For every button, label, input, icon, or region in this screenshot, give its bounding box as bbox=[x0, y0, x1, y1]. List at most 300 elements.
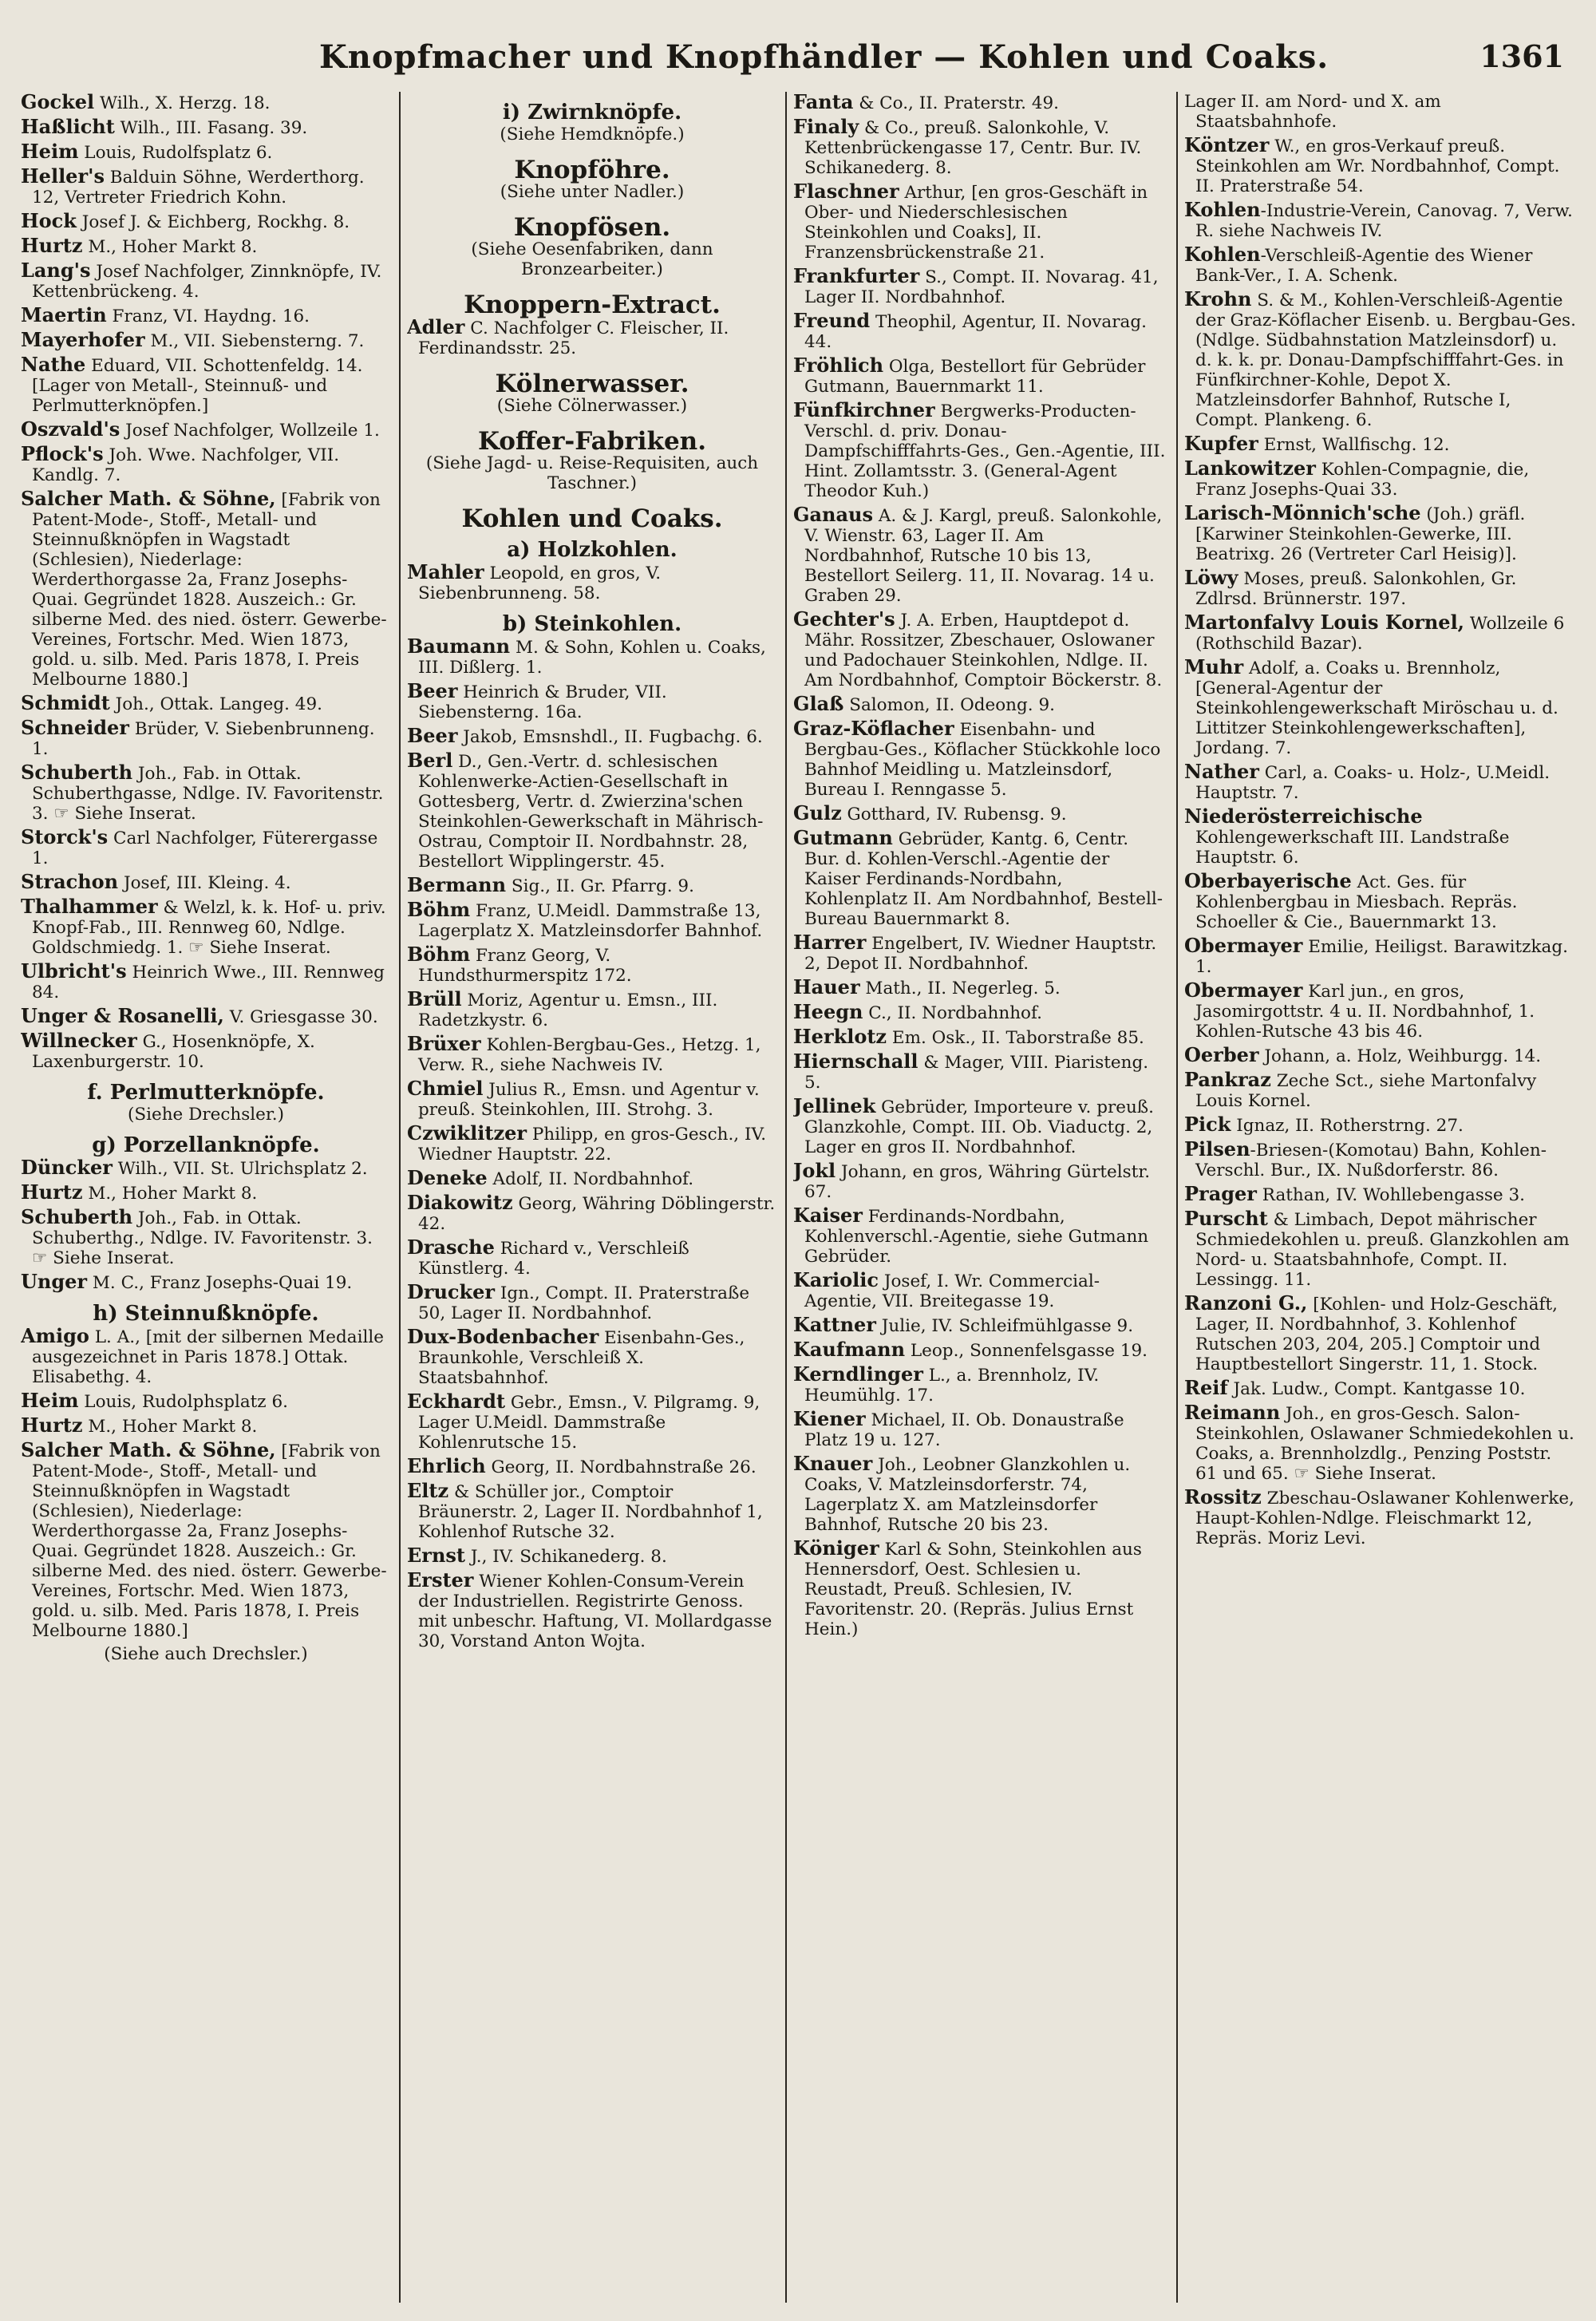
directory-entry bbox=[1184, 1184, 1577, 1205]
entry-details: Balduin Söhne, Werderthorg. 12, Vertreter Friedrich Kohn. bbox=[32, 168, 365, 208]
entry-details: -Verschleiß-Agentie des Wiener Bank-Ver., I. A. Schenk. bbox=[1195, 246, 1533, 286]
directory-entry bbox=[407, 1034, 777, 1075]
directory-entry bbox=[21, 1415, 391, 1437]
entry-name: Fanta bbox=[793, 92, 854, 113]
entry-details: M. & Sohn, Kohlen u. Coaks, III. Dißlerg. 1. bbox=[418, 638, 766, 678]
entry-name: Schuberth bbox=[21, 761, 133, 784]
category-heading: Knopföhre. bbox=[514, 156, 670, 184]
entry-name: Flaschner bbox=[793, 180, 899, 203]
directory-entry bbox=[21, 141, 391, 163]
directory-entry bbox=[793, 609, 1168, 690]
entry-details: D., Gen.-Vertr. d. schlesischen Kohlenwerke-Actien-Gesellschaft in Gottesberg, Vertr. d. Zwierzina'schen Steinkohlen-Gewerkschaft in Mährisch-Ostrau, Comptoir II. Nordbahnstr. 28, Bestellort Wipplingerstr. 45. bbox=[418, 752, 764, 872]
entry-name: Adler bbox=[407, 315, 465, 338]
entry-details: M., Hoher Markt 8. bbox=[82, 1184, 258, 1204]
directory-entry bbox=[1184, 871, 1577, 932]
entry-name: Martonfalvy Louis Kornel, bbox=[1184, 611, 1465, 634]
entry-name: Nathe bbox=[21, 353, 86, 376]
entry-name: Unger & Rosanelli, bbox=[21, 1004, 224, 1027]
cross-reference: (Siehe Jagd- u. Reise-Requisiten, auch Taschner.) bbox=[425, 453, 759, 493]
entry-details: Karl jun., en gros, Jasomirgottstr. 4 u. II. Nordbahnhof, 1. Kohlen-Rutsche 43 bis 46. bbox=[1195, 982, 1535, 1042]
entry-name: Rossitz bbox=[1184, 1485, 1262, 1508]
entry-details: Engelbert, IV. Wiedner Hauptstr. 2, Depot II. Nordbahnhof. bbox=[804, 934, 1157, 974]
entry-name: Kariolic bbox=[793, 1268, 879, 1291]
entry-name: Kiener bbox=[793, 1407, 866, 1430]
directory-entry bbox=[793, 92, 1168, 113]
directory-entry bbox=[407, 1545, 777, 1567]
entry-details: L., a. Brennholz, IV. Heumühlg. 17. bbox=[804, 1366, 1100, 1406]
entry-name: Reif bbox=[1184, 1376, 1228, 1399]
entry-details: Leopold, en gros, V. Siebenbrunneng. 58. bbox=[418, 563, 662, 603]
directory-entry bbox=[793, 1160, 1168, 1202]
directory-entry bbox=[793, 1026, 1168, 1048]
entry-details: J., IV. Schikanederg. 8. bbox=[464, 1547, 667, 1567]
entry-details: Ernst, Wallfischg. 12. bbox=[1258, 435, 1450, 455]
directory-entry bbox=[407, 681, 777, 722]
column-4 bbox=[1184, 92, 1577, 2303]
entry-details: Gebrüder, Kantg. 6, Centr. Bur. d. Kohlen-Verschl.-Agentie der Kaiser Ferdinands-Nordbahn, Kohlenplatz II. Am Nordbahnhof, Bestell-Bureau Bauernmarkt 8. bbox=[804, 829, 1163, 929]
entry-details: Kohlen-Bergbau-Ges., Hetzg. 1, Verw. R., siehe Nachweis IV. bbox=[418, 1035, 761, 1075]
entry-name: Oerber bbox=[1184, 1043, 1259, 1066]
entry-details: Philipp, en gros-Gesch., IV. Wiedner Hauptstr. 22. bbox=[418, 1125, 767, 1164]
entry-details: Rathan, IV. Wohllebengasse 3. bbox=[1256, 1185, 1525, 1205]
directory-entry bbox=[407, 636, 777, 678]
directory-entry bbox=[793, 1270, 1168, 1311]
entry-details: Johann, en gros, Währing Gürtelstr. 67. bbox=[804, 1162, 1151, 1202]
running-title: Knopfmacher und Knopfhändler — Kohlen und Coaks. bbox=[319, 38, 1329, 76]
entry-details: M., Hoher Markt 8. bbox=[82, 1417, 258, 1437]
entry-name: Baumann bbox=[407, 635, 511, 658]
entry-details: A. & J. Kargl, preuß. Salonkohle, V. Wienstr. 63, Lager II. Am Nordbahnhof, Rutsche 10 bis 13, Bestellort Seilerg. 11, II. Novarag. 14 u. Graben 29. bbox=[804, 506, 1163, 606]
entry-name: Thalhammer bbox=[21, 895, 158, 918]
entry-details: Joh., Ottak. Langeg. 49. bbox=[109, 694, 323, 714]
directory-entry bbox=[21, 488, 391, 690]
entry-details: Eisenbahn-Ges., Braunkohle, Verschleiß X. Staatsbahnhof. bbox=[418, 1328, 745, 1388]
entry-details: Georg, Währing Döblingerstr. 42. bbox=[418, 1194, 776, 1234]
entry-details: Eisenbahn- und Bergbau-Ges., Köflacher Stückkohle loco Bahnhof Meidling u. Matzleinsdorf, Bureau I. Renngasse 5. bbox=[804, 720, 1161, 800]
entry-details: S., Compt. II. Novarag. 41, Lager II. Nordbahnhof. bbox=[804, 267, 1159, 307]
directory-entry bbox=[21, 1006, 391, 1027]
entry-name: Prager bbox=[1184, 1182, 1257, 1205]
category-heading: Knoppern-Extract. bbox=[464, 291, 721, 319]
entry-details: [Kohlen- und Holz-Geschäft, Lager, II. Nordbahnhof, 3. Kohlenhof Rutschen 203, 204, 205.] Comptoir und Hauptbestellort Singerstr. 11, 1. Stock. bbox=[1195, 1295, 1558, 1374]
directory-entry bbox=[793, 400, 1168, 501]
entry-name: Salcher Math. & Söhne, bbox=[21, 1438, 276, 1461]
entry-name: Finaly bbox=[793, 115, 859, 138]
entry-name: Knauer bbox=[793, 1452, 873, 1475]
entry-name: Hock bbox=[21, 209, 77, 232]
directory-entry bbox=[1184, 200, 1577, 241]
subcategory-heading: b) Steinkohlen. bbox=[502, 612, 682, 636]
entry-details: Joh., Fab. in Ottak. Schuberthg., Ndlge. IV. Favoritenstr. 3. ☞ Siehe Inserat. bbox=[32, 1208, 373, 1268]
entry-details: Gotthard, IV. Rubensg. 9. bbox=[841, 805, 1067, 824]
entry-details: Joh., en gros-Gesch. Salon-Steinkohlen, Oslawaner Schmiedekohlen u. Coaks, a. Brennholzdlg., Penzing Poststr. 61 und 65. ☞ Siehe Inserat. bbox=[1195, 1404, 1574, 1484]
directory-entry bbox=[1184, 289, 1577, 430]
directory-entry bbox=[21, 354, 391, 416]
page-number: 1361 bbox=[1479, 38, 1564, 74]
cross-reference: (Siehe Hemdknöpfe.) bbox=[500, 125, 685, 144]
entry-details: Louis, Rudolphsplatz 6. bbox=[78, 1392, 288, 1412]
directory-entry bbox=[1184, 657, 1577, 758]
entry-name: Larisch-Mönnich'sche bbox=[1184, 501, 1421, 524]
entry-name: Ehrlich bbox=[407, 1454, 486, 1477]
directory-entry bbox=[407, 900, 777, 941]
directory-entry bbox=[21, 762, 391, 824]
column-divider bbox=[1176, 92, 1178, 2303]
entry-name: Hauer bbox=[793, 975, 860, 998]
directory-entry bbox=[1184, 1402, 1577, 1484]
directory-columns bbox=[21, 92, 1577, 2303]
entry-name: Lankowitzer bbox=[1184, 457, 1316, 480]
entry-details: Johann, a. Holz, Weihburgg. 14. bbox=[1258, 1046, 1542, 1066]
category-heading: Koffer-Fabriken. bbox=[477, 427, 707, 456]
subcategory-heading: f. Perlmutterknöpfe. bbox=[87, 1081, 325, 1105]
entry-name: Reimann bbox=[1184, 1401, 1281, 1424]
directory-entry bbox=[1184, 806, 1577, 868]
entry-name: Hurtz bbox=[21, 234, 83, 257]
entry-name: Purscht bbox=[1184, 1207, 1268, 1230]
directory-entry bbox=[407, 989, 777, 1030]
entry-details: Math., II. Negerleg. 5. bbox=[859, 979, 1061, 998]
entry-name: Gockel bbox=[21, 92, 95, 113]
directory-entry bbox=[21, 1182, 391, 1204]
entry-details: Act. Ges. für Kohlenbergbau in Miesbach. Repräs. Schoeller & Cie., Bauernmarkt 13. bbox=[1195, 872, 1518, 932]
directory-entry bbox=[21, 330, 391, 351]
entry-name: Maertin bbox=[21, 303, 107, 326]
directory-entry bbox=[793, 1409, 1168, 1450]
entry-name: Oberbayerische bbox=[1184, 869, 1352, 892]
directory-entry bbox=[21, 1390, 391, 1412]
entry-name: Haßlicht bbox=[21, 115, 115, 138]
directory-entry bbox=[21, 117, 391, 138]
entry-details: Emilie, Heiligst. Barawitzkag. 1. bbox=[1195, 937, 1568, 977]
entry-details: Joh. Wwe. Nachfolger, VII. Kandlg. 7. bbox=[32, 445, 340, 485]
directory-entry bbox=[793, 1339, 1168, 1361]
directory-entry bbox=[1184, 1378, 1577, 1399]
entry-details: [Fabrik von Patent-Mode-, Stoff-, Metall- und Steinnußknöpfen in Wagstadt (Schlesien), Niederlage: Werderthorgasse 2a, Franz Josephs-Quai. Gegründet 1828. Auszeich.: Gr. silberne Med. des nied. österr. Gewerbe-Vereines, Fortschr. Med. Wien 1873, gold. u. silb. Med. Paris 1878, I. Preis Melbourne 1880.] bbox=[32, 1441, 387, 1641]
entry-details: V. Griesgasse 30. bbox=[223, 1007, 378, 1027]
directory-entry bbox=[793, 1205, 1168, 1267]
directory-entry bbox=[407, 1391, 777, 1453]
entry-name: Heim bbox=[21, 1389, 79, 1412]
cross-reference: (Siehe auch Drechsler.) bbox=[104, 1644, 308, 1664]
entry-name: Schneider bbox=[21, 716, 129, 739]
directory-entry bbox=[407, 1192, 777, 1234]
entry-details: & Welzl, k. k. Hof- u. priv. Knopf-Fab., III. Rennweg 60, Ndlge. Goldschmiedg. 1. ☞ Siehe Inserat. bbox=[32, 898, 386, 958]
entry-name: Amigo bbox=[21, 1324, 89, 1347]
entry-name: Königer bbox=[793, 1536, 879, 1560]
entry-name: Kohlen bbox=[1184, 198, 1261, 221]
directory-entry bbox=[1184, 1208, 1577, 1290]
directory-entry bbox=[407, 875, 777, 896]
directory-entry bbox=[407, 944, 777, 986]
entry-details: Wilh., X. Herzg. 18. bbox=[94, 93, 271, 113]
entry-name: Krohn bbox=[1184, 287, 1252, 310]
directory-entry bbox=[1184, 1045, 1577, 1066]
entry-name: Mayerhofer bbox=[21, 328, 145, 351]
entry-details: C. Nachfolger C. Fleischer, II. Ferdinandsstr. 25. bbox=[418, 318, 729, 358]
entry-name: Fünfkirchner bbox=[793, 398, 935, 421]
entry-name: Ranzoni G., bbox=[1184, 1291, 1308, 1315]
entry-name: Unger bbox=[21, 1270, 88, 1293]
column-divider bbox=[785, 92, 787, 2303]
entry-details: L. A., [mit der silbernen Medaille ausgezeichnet in Paris 1878.] Ottak. Elisabethg. 4. bbox=[32, 1327, 384, 1387]
directory-entry bbox=[407, 1282, 777, 1323]
entry-details: Joh., Fab. in Ottak. Schuberthgasse, Ndlge. IV. Favoritenstr. 3. ☞ Siehe Inserat. bbox=[32, 764, 384, 824]
entry-details: Bergwerks-Producten-Verschl. d. priv. Donau-Dampfschifffahrts-Ges., Gen.-Agentie, III. Hint. Zollamtsstr. 3. (General-Agent Theodor Kuh.) bbox=[804, 401, 1166, 501]
directory-entry bbox=[407, 1456, 777, 1477]
entry-details: Julius R., Emsn. und Agentur v. preuß. Steinkohlen, III. Strohg. 3. bbox=[418, 1080, 760, 1120]
entry-name: Bermann bbox=[407, 873, 507, 896]
entry-name: Lang's bbox=[21, 259, 91, 282]
entry-details: Eduard, VII. Schottenfeldg. 14. [Lager von Metall-, Steinnuß- und Perlmutterknöpfen.] bbox=[32, 356, 363, 416]
entry-name: Diakowitz bbox=[407, 1191, 513, 1214]
directory-entry bbox=[793, 504, 1168, 606]
entry-name: Beer bbox=[407, 679, 458, 702]
entry-name: Nather bbox=[1184, 760, 1259, 783]
entry-name: Glaß bbox=[793, 692, 844, 715]
entry-details: W., en gros-Verkauf preuß. Steinkohlen am Wr. Nordbahnhof, Compt. II. Praterstraße 54. bbox=[1195, 136, 1560, 196]
category-heading: Knopfösen. bbox=[513, 213, 671, 242]
entry-details: Olga, Bestellort für Gebrüder Gutmann, Bauernmarkt 11. bbox=[804, 357, 1146, 397]
entry-details: Leop., Sonnenfelsgasse 19. bbox=[905, 1341, 1148, 1361]
entry-details: M. C., Franz Josephs-Quai 19. bbox=[87, 1273, 353, 1293]
entry-details: Wollzeile 6 (Rothschild Bazar). bbox=[1195, 614, 1565, 654]
entry-name: Düncker bbox=[21, 1156, 113, 1179]
directory-entry bbox=[21, 260, 391, 302]
entry-name: Frankfurter bbox=[793, 264, 920, 287]
directory-entry bbox=[793, 1364, 1168, 1406]
entry-details: (Joh.) gräfl. [Karwiner Steinkohlen-Gewerke, III. Beatrixg. 26 (Vertreter Carl Heisig)]. bbox=[1195, 504, 1526, 564]
directory-entry bbox=[1184, 503, 1577, 564]
directory-entry bbox=[21, 693, 391, 714]
entry-name: Pflock's bbox=[21, 442, 104, 465]
directory-entry bbox=[21, 211, 391, 232]
entry-name: Storck's bbox=[21, 825, 109, 848]
directory-entry bbox=[21, 444, 391, 485]
directory-entry bbox=[793, 828, 1168, 929]
entry-details: Moriz, Agentur u. Emsn., III. Radetzkystr. 6. bbox=[418, 990, 718, 1030]
directory-entry bbox=[21, 305, 391, 326]
entry-details: Joh., Leobner Glanzkohlen u. Coaks, V. Matzleinsdorferstr. 74, Lagerplatz X. am Matzleinsdorfer Bahnhof, Rutsche 20 bis 23. bbox=[804, 1455, 1131, 1535]
entry-details: C., II. Nordbahnhof. bbox=[863, 1003, 1043, 1023]
directory-entry bbox=[793, 977, 1168, 998]
directory-entry bbox=[1184, 244, 1577, 286]
cross-reference: (Siehe Oesenfabriken, dann Bronzearbeiter.) bbox=[471, 239, 713, 279]
entry-name: Strachon bbox=[21, 870, 119, 893]
entry-details: Salomon, II. Odeong. 9. bbox=[843, 695, 1055, 715]
entry-details: G., Hosenknöpfe, X. Laxenburgerstr. 10. bbox=[32, 1032, 315, 1072]
entry-details: Heinrich & Bruder, VII. Siebensterng. 16a. bbox=[418, 682, 667, 722]
entry-name: Chmiel bbox=[407, 1077, 484, 1100]
entry-details: Gebr., Emsn., V. Pilgramg. 9, Lager U.Meidl. Dammstraße Kohlenrutsche 15. bbox=[418, 1393, 760, 1453]
cross-reference: (Siehe Drechsler.) bbox=[127, 1105, 285, 1125]
entry-name: Niederösterreichische bbox=[1184, 805, 1423, 828]
directory-entry bbox=[21, 1271, 391, 1293]
entry-details: Richard v., Verschleiß Künstlerg. 4. bbox=[418, 1239, 689, 1279]
entry-name: Pankraz bbox=[1184, 1068, 1271, 1091]
column-1 bbox=[21, 92, 391, 2303]
directory-entry bbox=[407, 1570, 777, 1651]
entry-details: Carl Nachfolger, Füterergasse 1. bbox=[32, 828, 378, 868]
entry-name: Gutmann bbox=[793, 826, 893, 849]
entry-name: Brüll bbox=[407, 987, 462, 1010]
directory-entry bbox=[21, 1326, 391, 1387]
entry-details: Ignaz, II. Rotherstrng. 27. bbox=[1231, 1116, 1464, 1136]
directory-entry bbox=[407, 1168, 777, 1189]
entry-name: Obermayer bbox=[1184, 979, 1303, 1002]
entry-name: Obermayer bbox=[1184, 934, 1303, 957]
entry-details: Wilh., III. Fasang. 39. bbox=[114, 118, 308, 138]
entry-details: Heinrich Wwe., III. Rennweg 84. bbox=[32, 963, 385, 1002]
entry-details: M., Hoher Markt 8. bbox=[82, 237, 258, 257]
entry-details: Julie, IV. Schleifmühlgasse 9. bbox=[875, 1316, 1134, 1336]
directory-entry bbox=[793, 266, 1168, 307]
entry-details: Zbeschau-Oslawaner Kohlenwerke, Haupt-Kohlen-Ndlge. Fleischmarkt 12, Repräs. Moriz Levi. bbox=[1195, 1489, 1574, 1548]
entry-details: Michael, II. Ob. Donaustraße Platz 19 u. 127. bbox=[804, 1410, 1124, 1450]
entry-name: Schuberth bbox=[21, 1205, 133, 1228]
entry-details: Brüder, V. Siebenbrunneng. 1. bbox=[32, 719, 375, 759]
entry-details: Carl, a. Coaks- u. Holz-, U.Meidl. Hauptstr. 7. bbox=[1195, 763, 1551, 803]
directory-entry bbox=[1184, 980, 1577, 1042]
directory-entry bbox=[21, 718, 391, 759]
entry-details: Wilh., VII. St. Ulrichsplatz 2. bbox=[112, 1159, 368, 1179]
entry-name: Hurtz bbox=[21, 1414, 83, 1437]
entry-name: Hiernschall bbox=[793, 1050, 918, 1073]
directory-entry bbox=[21, 419, 391, 441]
entry-details: & Schüller jor., Comptoir Bräunerstr. 2, Lager II. Nordbahnhof 1, Kohlenhof Rutsche 32. bbox=[418, 1482, 763, 1542]
entry-details: Adolf, a. Coaks u. Brennholz, [General-Agentur der Steinkohlengewerkschaft Miröschau u. d. Littitzer Steinkohlengewerkschaften], Jordang. 7. bbox=[1195, 658, 1558, 758]
entry-name: Freund bbox=[793, 309, 871, 332]
entry-name: Böhm bbox=[407, 943, 471, 966]
entry-name: Hurtz bbox=[21, 1180, 83, 1204]
entry-name: Löwy bbox=[1184, 566, 1238, 589]
entry-details: Franz, VI. Haydng. 16. bbox=[106, 306, 310, 326]
entry-name: Beer bbox=[407, 724, 458, 747]
entry-details: J. A. Erben, Hauptdepot d. Mähr. Rossitzer, Zbeschauer, Oslowaner und Padochauer Steinkohlen, Ndlge. II. Am Nordbahnhof, Comptoir Böckerstr. 8. bbox=[804, 611, 1163, 690]
entry-name: Kohlen bbox=[1184, 243, 1261, 266]
directory-entry bbox=[793, 1453, 1168, 1535]
directory-entry bbox=[793, 803, 1168, 824]
entry-name: Fröhlich bbox=[793, 354, 884, 377]
entry-details: [Fabrik von Patent-Mode-, Stoff-, Metall- und Steinnußknöpfen in Wagstadt (Schlesien), Niederlage: Werderthorgasse 2a, Franz Josephs-Quai. Gegründet 1828. Auszeich.: Gr. silberne Med. des nied. österr. Gewerbe-Vereines, Fortschr. Med. Wien 1873, gold. u. silb. Med. Paris 1878, I. Preis Melbourne 1880.] bbox=[32, 490, 387, 690]
page-header bbox=[0, 34, 1596, 89]
directory-entry bbox=[793, 1315, 1168, 1336]
directory-entry bbox=[1184, 935, 1577, 977]
directory-entry bbox=[1184, 761, 1577, 803]
entry-name: Jellinek bbox=[793, 1094, 876, 1117]
directory-entry bbox=[21, 896, 391, 958]
entry-details: Josef Nachfolger, Zinnknöpfe, IV. Kettenbrückeng. 4. bbox=[32, 262, 382, 302]
entry-details: Arthur, [en gros-Geschäft in Ober- und Niederschlesischen Steinkohlen und Coaks], II. Franzensbrückenstraße 21. bbox=[804, 183, 1148, 263]
subcategory-heading: i) Zwirnknöpfe. bbox=[502, 101, 682, 125]
entry-details: Sig., II. Gr. Pfarrg. 9. bbox=[506, 876, 694, 896]
subcategory-heading: a) Holzkohlen. bbox=[507, 538, 678, 562]
entry-details: Jakob, Emsnshdl., II. Fugbachg. 6. bbox=[457, 727, 763, 747]
entry-details: Josef, I. Wr. Commercial-Agentie, VII. Breitegasse 19. bbox=[804, 1271, 1100, 1311]
directory-entry bbox=[1184, 1487, 1577, 1548]
entry-name: Harrer bbox=[793, 931, 867, 954]
entry-name: Eltz bbox=[407, 1479, 449, 1502]
entry-details: M., VII. Siebensterng. 7. bbox=[144, 331, 365, 351]
entry-details: Moses, preuß. Salonkohlen, Gr. Zdlrsd. Brünnerstr. 197. bbox=[1195, 569, 1517, 609]
directory-entry bbox=[407, 750, 777, 872]
directory-entry bbox=[793, 1051, 1168, 1093]
entry-name: Drucker bbox=[407, 1280, 496, 1303]
entry-name: Kupfer bbox=[1184, 432, 1258, 455]
entry-name: Willnecker bbox=[21, 1029, 137, 1052]
entry-name: Mahler bbox=[407, 560, 484, 583]
entry-name: Ganaus bbox=[793, 503, 874, 526]
category-heading: Kölnerwasser. bbox=[495, 370, 689, 398]
entry-name: Drasche bbox=[407, 1236, 495, 1259]
directory-entry bbox=[1184, 1293, 1577, 1374]
directory-entry bbox=[793, 1538, 1168, 1639]
column-2 bbox=[407, 92, 777, 2303]
entry-details: Jak. Ludw., Compt. Kantgasse 10. bbox=[1227, 1379, 1526, 1399]
entry-name: Oszvald's bbox=[21, 417, 120, 441]
directory-entry bbox=[407, 1327, 777, 1388]
entry-details: -Briesen-(Komotau) Bahn, Kohlen-Verschl. Bur., IX. Nußdorferstr. 86. bbox=[1195, 1141, 1547, 1180]
column-3 bbox=[793, 92, 1168, 2303]
entry-name: Gulz bbox=[793, 801, 842, 824]
directory-entry bbox=[21, 1440, 391, 1641]
entry-name: Eckhardt bbox=[407, 1390, 506, 1413]
entry-details: Wiener Kohlen-Consum-Verein der Industriellen. Registrirte Genoss. mit unbeschr. Haftung, VI. Mollardgasse 30, Vorstand Anton Wojta. bbox=[418, 1572, 772, 1651]
entry-details: Kohlen-Compagnie, die, Franz Josephs-Quai 33. bbox=[1195, 460, 1530, 500]
directory-entry bbox=[407, 1123, 777, 1164]
entry-name: Heller's bbox=[21, 164, 105, 188]
entry-name: Heim bbox=[21, 140, 79, 163]
entry-details: Zeche Sct., siehe Martonfalvy Louis Kornel. bbox=[1195, 1071, 1537, 1111]
entry-details: Franz Georg, V. Hundsthurmerspitz 172. bbox=[418, 946, 632, 986]
entry-details: -Industrie-Verein, Canovag. 7, Verw. R. siehe Nachweis IV. bbox=[1195, 201, 1573, 241]
entry-details: Ferdinands-Nordbahn, Kohlenverschl.-Agentie, siehe Gutmann Gebrüder. bbox=[804, 1207, 1149, 1267]
entry-name: Czwiklitzer bbox=[407, 1121, 527, 1145]
entry-details: Ign., Compt. II. Praterstraße 50, Lager II. Nordbahnhof. bbox=[418, 1283, 750, 1323]
entry-continuation: Lager II. am Nord- und X. am Staatsbahnhofe. bbox=[1184, 92, 1441, 132]
directory-entry bbox=[407, 1481, 777, 1542]
entry-name: Ernst bbox=[407, 1544, 465, 1567]
entry-details: & Mager, VIII. Piaristeng. 5. bbox=[804, 1053, 1149, 1093]
entry-name: Deneke bbox=[407, 1166, 488, 1189]
entry-details: Franz, U.Meidl. Dammstraße 13, Lagerplatz X. Matzleinsdorfer Bahnhof. bbox=[418, 901, 763, 941]
directory-entry bbox=[1184, 433, 1577, 455]
directory-entry bbox=[1184, 612, 1577, 654]
entry-name: Ulbricht's bbox=[21, 959, 127, 983]
entry-details: Theophil, Agentur, II. Novarag. 44. bbox=[804, 312, 1147, 352]
directory-entry bbox=[407, 726, 777, 747]
directory-entry bbox=[21, 166, 391, 208]
entry-name: Jokl bbox=[793, 1159, 836, 1182]
entry-details: & Co., preuß. Salonkohle, V. Kettenbrückengasse 17, Centr. Bur. IV. Schikanederg. 8. bbox=[804, 118, 1142, 178]
subcategory-heading: h) Steinnußknöpfe. bbox=[93, 1302, 319, 1326]
directory-entry bbox=[407, 1237, 777, 1279]
directory-entry bbox=[793, 181, 1168, 263]
entry-name: Pick bbox=[1184, 1113, 1231, 1136]
entry-details: & Co., II. Praterstr. 49. bbox=[853, 93, 1060, 113]
entry-details: Josef, III. Kleing. 4. bbox=[118, 873, 291, 893]
entry-name: Böhm bbox=[407, 898, 471, 921]
cross-reference: (Siehe unter Nadler.) bbox=[500, 182, 685, 202]
directory-entry bbox=[793, 1002, 1168, 1023]
directory-entry bbox=[793, 932, 1168, 974]
entry-name: Brüxer bbox=[407, 1032, 481, 1055]
entry-name: Muhr bbox=[1184, 655, 1244, 678]
entry-name: Heegn bbox=[793, 1000, 863, 1023]
directory-entry bbox=[407, 1078, 777, 1120]
directory-entry bbox=[21, 1030, 391, 1072]
entry-name: Herklotz bbox=[793, 1025, 887, 1048]
